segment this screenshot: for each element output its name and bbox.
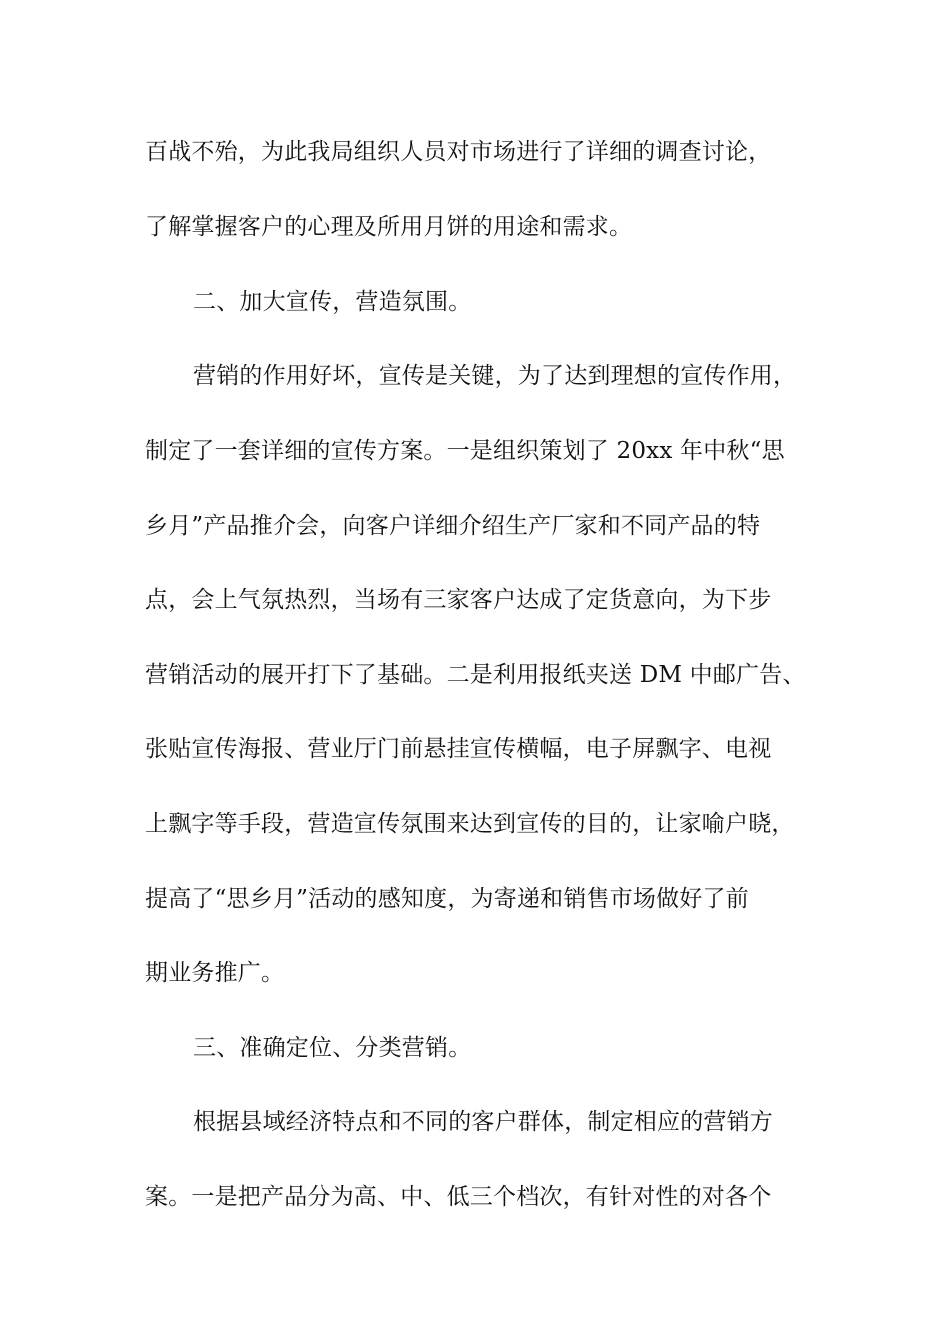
section-heading: 三、准确定位、分类营销。: [193, 1035, 472, 1061]
paragraph-line: 了解掌握客户的心理及所用月饼的用途和需求。: [145, 214, 633, 240]
paragraph-line: 百战不殆，为此我局组织人员对市场进行了详细的调查讨论，: [145, 139, 772, 165]
paragraph-line: 点，会上气氛热烈，当场有三家客户达成了定货意向，为下步: [145, 587, 772, 613]
paragraph-line: 营销的作用好坏，宣传是关键，为了达到理想的宣传作用，: [193, 363, 797, 389]
paragraph-line: 期业务推广。: [145, 960, 285, 986]
paragraph-line: 营销活动的展开打下了基础。二是利用报纸夹送 DM 中邮广告、: [145, 662, 806, 688]
paragraph-line: 张贴宣传海报、营业厅门前悬挂宣传横幅，电子屏飘字、电视: [145, 736, 772, 762]
paragraph-line: 上飘字等手段，营造宣传氛围来达到宣传的目的，让家喻户晓，: [145, 811, 795, 837]
paragraph-line: 乡月”产品推介会，向客户详细介绍生产厂家和不同产品的特: [145, 513, 761, 539]
paragraph-line: 提高了“思乡月”活动的感知度，为寄递和销售市场做好了前: [145, 886, 749, 912]
paragraph-line: 制定了一套详细的宣传方案。一是组织策划了 20xx 年中秋“思: [145, 438, 785, 464]
paragraph-line: 案。一是把产品分为高、中、低三个档次，有针对性的对各个: [145, 1184, 772, 1210]
paragraph-line: 根据县域经济特点和不同的客户群体，制定相应的营销方: [193, 1109, 773, 1135]
section-heading: 二、加大宣传，营造氛围。: [193, 289, 472, 315]
